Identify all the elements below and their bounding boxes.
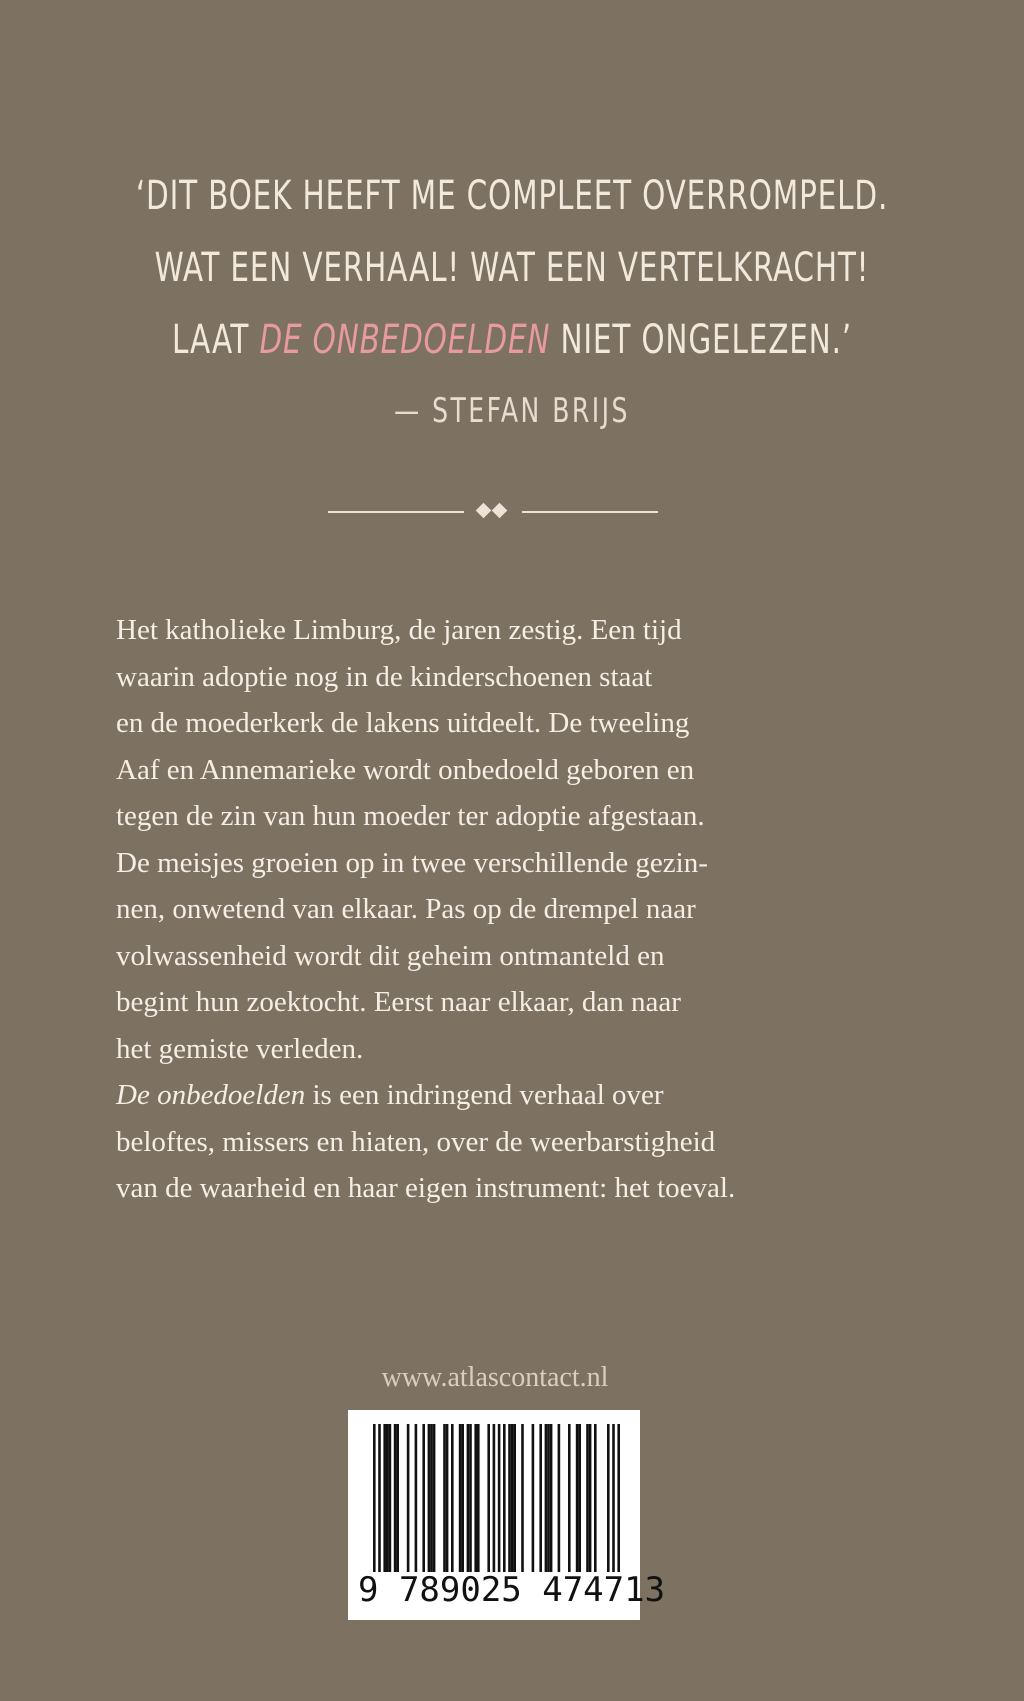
barcode-bar (428, 1424, 431, 1572)
diamond-icon (476, 503, 492, 519)
quote-line-3-start: LAAT (172, 317, 260, 363)
description-line: tegen de zin van hun moeder ter adoptie afgestaan. (116, 800, 705, 832)
barcode-bar (394, 1424, 397, 1572)
barcode-bar (373, 1424, 376, 1572)
barcode-bar (594, 1424, 597, 1572)
barcode-bar (498, 1424, 501, 1572)
book-title-italic: De onbedoelden (116, 1079, 306, 1111)
divider-rule-right (522, 511, 658, 513)
barcode-bar (407, 1424, 410, 1572)
quoted-book-title: DE ONBEDOELDEN (259, 317, 551, 363)
barcode-bar (459, 1424, 462, 1572)
barcode-bar (446, 1424, 449, 1572)
barcode-bar (493, 1424, 496, 1572)
barcode-bar (568, 1424, 571, 1572)
closing-line-2: beloftes, missers en hiaten, over de weerbarstigheid (116, 1125, 716, 1158)
quote-line-3 (92, 304, 932, 376)
description-line: nen, onwetend van elkaar. Pas op de drempel naar (116, 893, 696, 925)
divider-rule-left (328, 511, 464, 513)
blurb-quote (0, 160, 1024, 446)
description-line: begint hun zoektocht. Eerst naar elkaar, dan naar (116, 986, 681, 1018)
barcode-bar (578, 1424, 581, 1572)
barcode-bar (430, 1424, 433, 1572)
quote-line-3-end: NIET ONGELEZEN.’ (550, 317, 852, 363)
diamond-icon (492, 503, 508, 519)
description-line: Aaf en Annemarieke wordt onbedoeld geboren en (116, 753, 695, 786)
barcode-bar (539, 1424, 542, 1572)
barcode-bar (467, 1424, 470, 1572)
barcode-bar (589, 1424, 592, 1572)
closing-line-3: van de waarheid en haar eigen instrument: het toeval. (116, 1172, 736, 1204)
barcode-bar (513, 1424, 516, 1572)
barcode-bar (612, 1424, 615, 1572)
barcode-bar (508, 1424, 511, 1572)
barcode-bar (383, 1424, 386, 1572)
closing-line-1-rest: is een indringend verhaal over (305, 1079, 664, 1111)
isbn-number: 9 789025 474713 (358, 1570, 666, 1610)
description-line: Het katholieke Limburg, de jaren zestig. Een tijd (116, 614, 682, 646)
description-line: volwassenheid wordt dit geheim ontmanteld en (116, 939, 665, 972)
barcode-bar (550, 1424, 553, 1572)
barcode-bar (521, 1424, 524, 1572)
barcode-bar (433, 1424, 436, 1572)
quote-attribution: — STEFAN BRIJS (394, 391, 630, 431)
barcode-bar (545, 1424, 548, 1572)
barcode-bar (607, 1424, 610, 1572)
barcode-bar (558, 1424, 561, 1572)
barcode-bar (443, 1424, 446, 1572)
barcode-bar (422, 1424, 425, 1572)
barcode-bar (461, 1424, 464, 1572)
barcode-bar (487, 1424, 490, 1572)
barcode-bar (415, 1424, 418, 1572)
barcode-bar (389, 1424, 392, 1572)
description-line: waarin adoptie nog in de kinderschoenen staat (116, 660, 653, 693)
barcode-bar (547, 1424, 550, 1572)
description-line: De meisjes groeien op in twee verschillende gezin- (116, 846, 708, 879)
isbn-barcode (348, 1410, 666, 1620)
barcode-bar (617, 1424, 620, 1572)
quote-line-1: ‘DIT BOEK HEEFT ME COMPLEET OVERROMPELD. (135, 173, 889, 219)
barcode-bar (378, 1424, 381, 1572)
barcode-bar (586, 1424, 589, 1572)
quote-line-2: WAT EEN VERHAAL! WAT EEN VERTELKRACHT! (154, 245, 870, 291)
barcode-bar (503, 1424, 506, 1572)
barcode-bar (386, 1424, 389, 1572)
description-line: en de moederkerk de lakens uitdeelt. De tweeling (116, 707, 690, 739)
barcode-bar (576, 1424, 579, 1572)
ornamental-divider (0, 502, 1024, 522)
book-description (116, 607, 936, 1212)
description-line: het gemiste verleden. (116, 1032, 364, 1065)
barcode-bar (469, 1424, 472, 1572)
barcode-bar (451, 1424, 454, 1572)
closing-line-1 (116, 1072, 936, 1119)
barcode-bar (477, 1424, 480, 1572)
barcode-bar (396, 1424, 399, 1572)
barcode-bar (474, 1424, 477, 1572)
barcode-bar (511, 1424, 514, 1572)
publisher-website: www.atlascontact.nl (381, 1362, 609, 1393)
barcode-bar (532, 1424, 535, 1572)
